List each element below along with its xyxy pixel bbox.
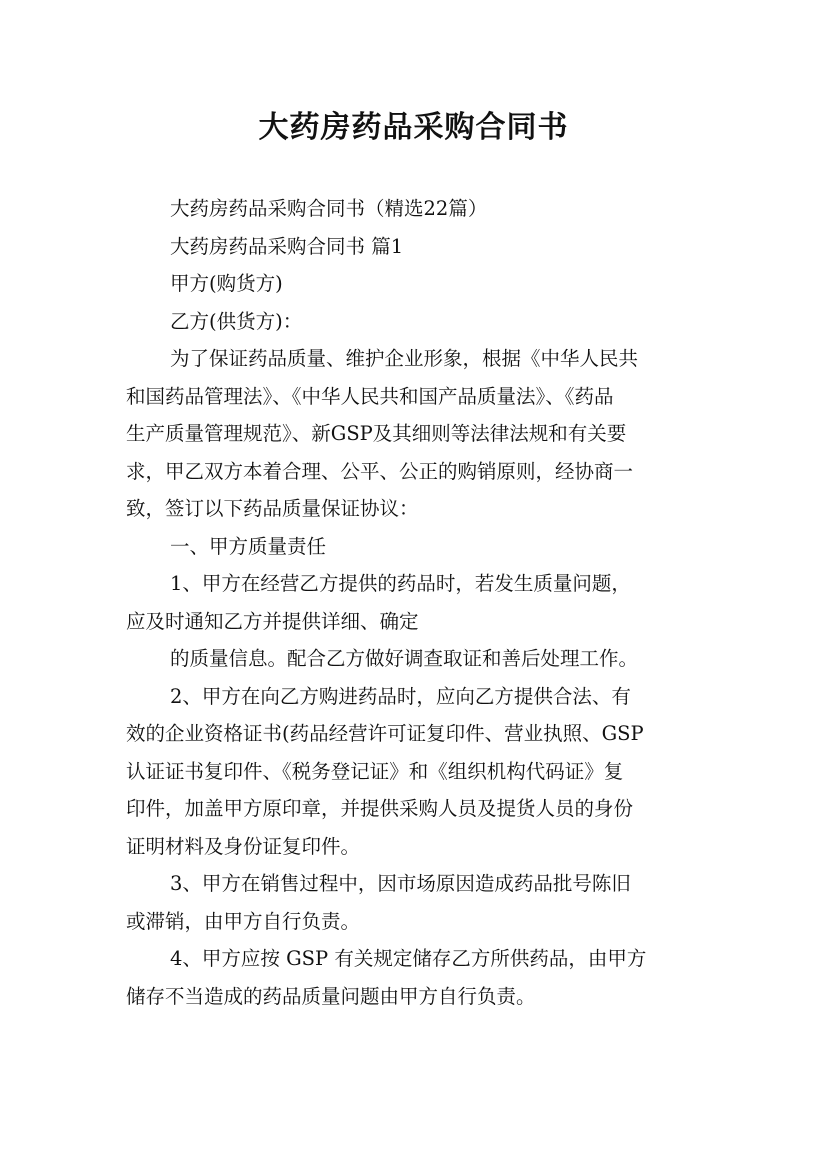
- paragraph-line: 致，签订以下药品质量保证协议：: [126, 497, 419, 520]
- paragraph-line: 2、甲方在向乙方购进药品时，应向乙方提供合法、有: [170, 684, 631, 708]
- intro-paragraph: [126, 340, 716, 528]
- paragraph-line: 为了保证药品质量、维护企业形象，根据《中华人民共: [170, 347, 639, 370]
- paragraph-line: 或滞销，由甲方自行负责。: [126, 909, 361, 933]
- section-heading: 大药房药品采购合同书 篇1: [170, 234, 404, 258]
- paragraph-line: 1、甲方在经营乙方提供的药品时，若发生质量问题，: [170, 572, 631, 595]
- paragraph-line: 3、甲方在销售过程中，因市场原因造成药品批号陈旧: [170, 872, 631, 895]
- paragraph-line: 应及时通知乙方并提供详细、确定: [126, 609, 419, 633]
- paragraph-line: 证明材料及身份证复印件。: [126, 834, 361, 858]
- document-subtitle: 大药房药品采购合同书（精选22篇）: [170, 197, 488, 220]
- document-title: 大药房药品采购合同书: [258, 110, 569, 145]
- paragraph-line: 印件，加盖甲方原印章，并提供采购人员及提货人员的身份: [126, 797, 634, 820]
- clause-4: [126, 940, 716, 1015]
- paragraph-line: 4、甲方应按 GSP 有关规定储存乙方所供药品，由甲方: [170, 947, 647, 970]
- paragraph-line: 求，甲乙双方本着合理、公平、公正的购销原则，经协商一: [126, 459, 634, 483]
- document-body: [126, 190, 716, 1015]
- paragraph-line: 的质量信息。配合乙方做好调查取证和善后处理工作。: [170, 647, 639, 670]
- heading-party-a-responsibility: 一、甲方质量责任: [170, 534, 327, 558]
- clause-1: [126, 565, 716, 678]
- paragraph-line: 和国药品管理法》、《中华人民共和国产品质量法》、《药品: [126, 384, 614, 408]
- clause-3: [126, 865, 716, 940]
- paragraph-line: 效的企业资格证书(药品经营许可证复印件、营业执照、GSP: [126, 722, 644, 745]
- paragraph-line: 储存不当造成的药品质量问题由甲方自行负责。: [126, 984, 536, 1008]
- party-b-label: 乙方(供货方)：: [170, 309, 303, 333]
- clause-2: [126, 678, 716, 866]
- party-a-label: 甲方(购货方): [170, 272, 283, 295]
- paragraph-line: 生产质量管理规范》、新GSP及其细则等法律法规和有关要: [126, 422, 627, 445]
- paragraph-line: 认证证书复印件、《税务登记证》和《组织机构代码证》复: [126, 759, 624, 783]
